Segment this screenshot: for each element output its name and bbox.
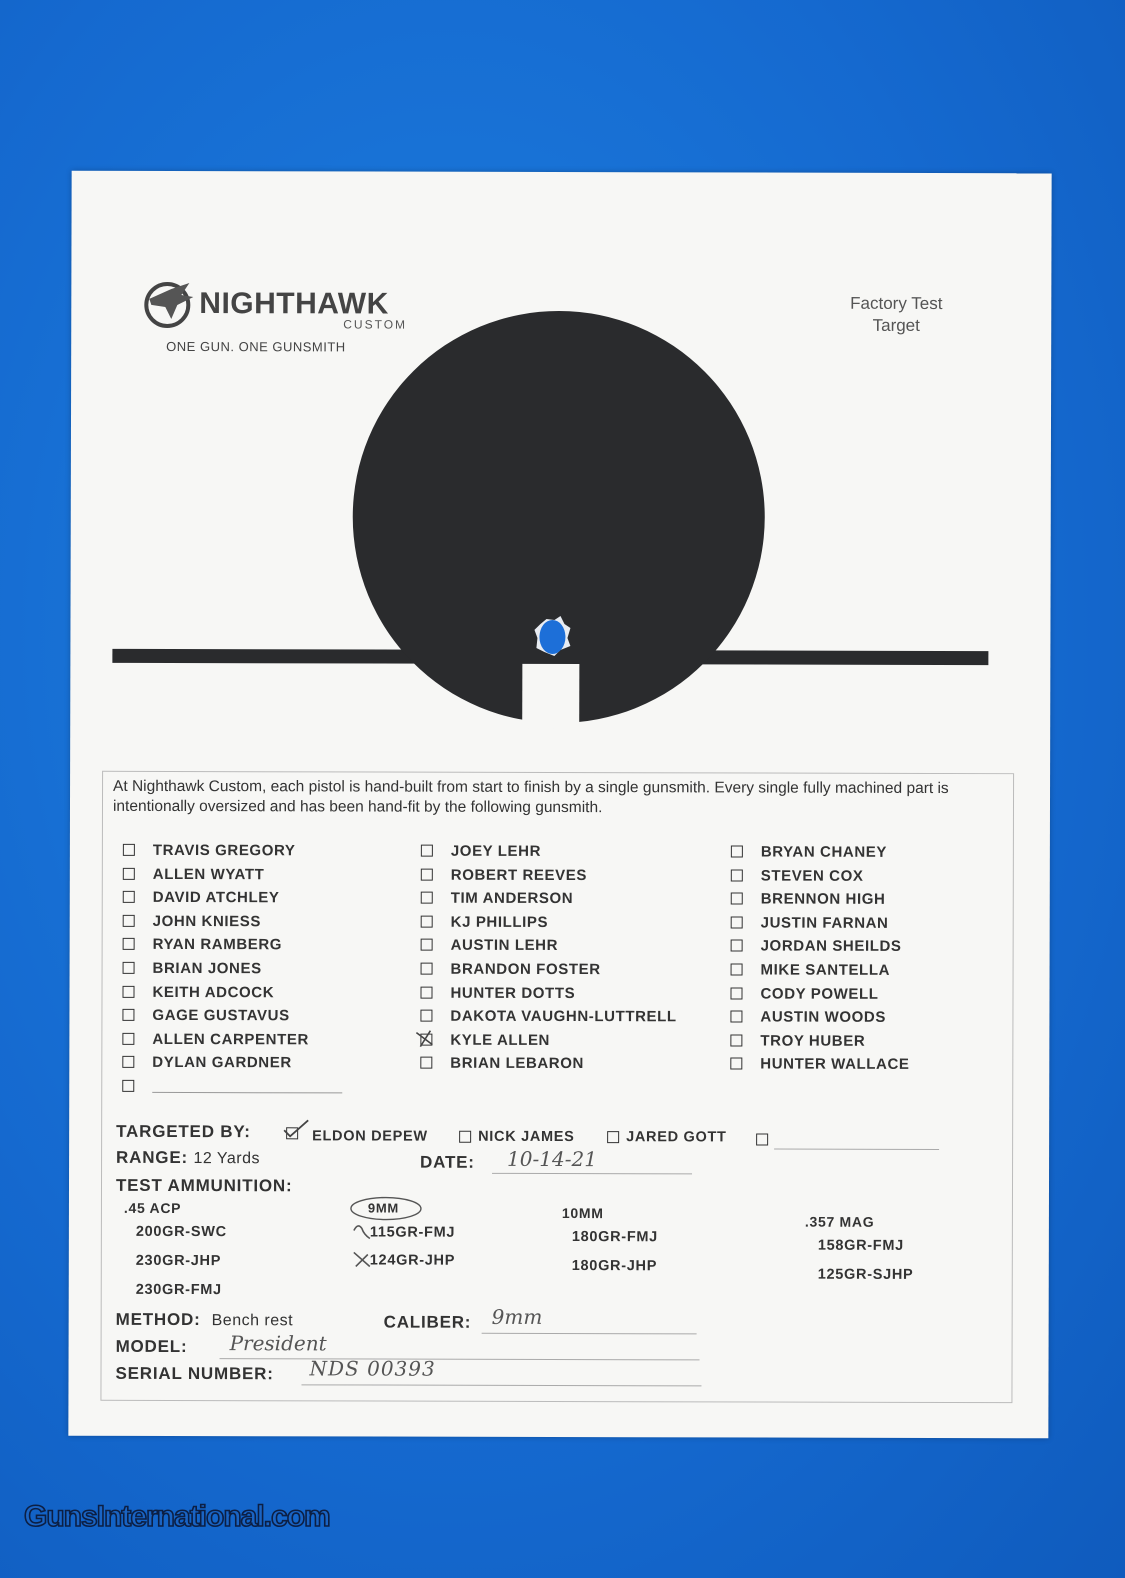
checkbox[interactable] [421,915,433,927]
gunsmith-info-box [100,771,1014,1403]
checkbox[interactable] [420,986,432,998]
gunsmith-row: JUSTIN FARNAN [731,914,910,938]
gunsmith-row: AUSTIN LEHR [421,937,677,961]
gunsmith-row: ROBERT REEVES [421,866,677,890]
targeted-by-label: TARGETED BY: [116,1121,251,1142]
gunsmith-row: BRIAN JONES [123,960,343,984]
gunsmith-row: KEITH ADCOCK [122,983,342,1007]
date-line [492,1173,692,1175]
serial-number-label: SERIAL NUMBER: [115,1363,274,1384]
factory-test-target-title: Factory Test Target [850,293,943,335]
gunsmith-column-2 [420,843,677,1080]
checkbox[interactable] [730,1058,742,1070]
ammo-load: 158GR-FMJ [817,1237,904,1254]
ammo-caliber: .45 ACP [123,1199,182,1217]
checkbox[interactable] [123,962,135,974]
check-mark-icon [282,1118,310,1140]
targeted-by-option: ELDON DEPEW [312,1128,428,1145]
blank-name-line [152,1092,342,1093]
range-value: 12 Yards [193,1150,261,1168]
gunsmith-row: JORDAN SHEILDS [731,938,910,962]
targeted-by-blank-line [774,1149,939,1150]
checkbox[interactable] [730,1034,742,1046]
target-circle [352,310,765,723]
gunsmith-row: TIM ANDERSON [421,890,677,914]
gunsmith-row: DAVID ATCHLEY [123,889,343,913]
model-value: President [229,1331,327,1356]
checkbox[interactable] [122,1033,134,1045]
gunsmith-row: TRAVIS GREGORY [123,842,343,866]
gunsmith-row: MIKE SANTELLA [731,961,910,985]
gunsmith-row: JOHN KNIESS [123,913,343,937]
check-mark-icon [350,1220,372,1242]
gunsmith-row: BRIAN LEBARON [420,1055,676,1079]
serial-number-value: NDS 00393 [309,1356,436,1381]
gunsmith-row: TROY HUBER [730,1032,909,1056]
ammo-load: 124GR-JHP [369,1252,456,1269]
range-label: RANGE: 12 Yards [116,1147,261,1168]
checkbox[interactable] [122,1080,134,1092]
gunsmith-row: AUSTIN WOODS [730,1009,909,1033]
ammo-caliber: .357 MAG [804,1213,875,1230]
checkbox-checked[interactable] [420,1033,432,1045]
serial-number-line [301,1384,701,1386]
method-label: METHOD: Bench rest [115,1309,294,1330]
ammo-caliber: 10MM [561,1205,604,1222]
checkbox[interactable] [421,868,433,880]
gunsmith-row: RYAN RAMBERG [123,936,343,960]
check-mark-icon [414,1028,436,1048]
gunsmith-row: BRYAN CHANEY [731,843,910,867]
checkbox[interactable] [421,939,433,951]
ammo-load: 180GR-FMJ [571,1229,658,1246]
checkbox[interactable] [122,985,134,997]
caliber-line [482,1333,697,1335]
checkbox[interactable] [731,916,743,928]
gunsmith-row: STEVEN COX [731,867,910,891]
targeted-by-option: JARED GOTT [626,1129,727,1146]
brand-tagline: ONE GUN. ONE GUNSMITH [166,338,346,355]
model-label: MODEL: [115,1336,188,1357]
date-label: DATE: [420,1152,475,1172]
date-value: 10-14-21 [507,1146,597,1172]
checkbox[interactable] [731,845,743,857]
gunsmith-row-blank [122,1078,342,1102]
checkbox[interactable] [123,915,135,927]
gunsmith-row: KJ PHILLIPS [421,913,677,937]
target-silhouette [70,171,1052,774]
ammo-load: 230GR-FMJ [135,1281,222,1299]
checkbox[interactable] [421,963,433,975]
method-value: Bench rest [211,1312,294,1330]
gunsmith-row: JOEY LEHR [421,843,677,867]
checkbox[interactable] [420,1010,432,1022]
site-watermark: GunsInternational.com [24,1500,330,1533]
intro-text: At Nighthawk Custom, each pistol is hand-built from start to finish by a single gunsmith. Every single fully machined part is intentionally oversized and has been hand-fit by the following gunsmith. [112,777,949,817]
gunsmith-row: ALLEN CARPENTER [122,1031,342,1055]
targeted-by-checkbox[interactable] [607,1131,619,1143]
ammo-load: 180GR-JHP [571,1258,658,1275]
ammo-caliber-circled: 9MM [367,1200,399,1216]
targeted-by-checkbox[interactable] [756,1134,768,1146]
gunsmith-row: HUNTER WALLACE [730,1056,909,1080]
gunsmith-row: DYLAN GARDNER [122,1054,342,1078]
test-ammunition-label: TEST AMMUNITION: [115,1175,293,1196]
caliber-label: CALIBER: [383,1312,472,1332]
targeted-by-checkbox[interactable] [459,1131,471,1143]
model-line [220,1358,700,1360]
checkbox[interactable] [420,1057,432,1069]
checkbox[interactable] [421,892,433,904]
gunsmith-row: GAGE GUSTAVUS [122,1007,342,1031]
checkbox[interactable] [731,869,743,881]
gunsmith-row: CODY POWELL [730,985,909,1009]
target-notch [522,664,579,729]
checkbox[interactable] [730,1011,742,1023]
checkbox[interactable] [123,891,135,903]
checkbox[interactable] [122,1056,134,1068]
gunsmith-row: ALLEN WYATT [123,865,343,889]
checkbox[interactable] [731,940,743,952]
ammo-load: 230GR-JHP [135,1252,222,1270]
test-target-paper [68,171,1051,1439]
checkbox[interactable] [122,1009,134,1021]
checkbox[interactable] [731,963,743,975]
checkbox[interactable] [421,845,433,857]
gunsmith-row: BRENNON HIGH [731,891,910,915]
targeted-by-option: NICK JAMES [478,1128,575,1146]
ammo-load: 125GR-SJHP [817,1266,914,1283]
checkbox[interactable] [730,987,742,999]
gunsmith-row: BRANDON FOSTER [421,961,677,985]
checkbox[interactable] [123,867,135,879]
ammo-load: 115GR-FMJ [369,1224,456,1241]
gunsmith-row: HUNTER DOTTS [420,984,676,1008]
gunsmith-column-1 [122,842,343,1102]
gunsmith-row: DAKOTA VAUGHN-LUTTRELL [420,1008,676,1032]
brand-name: NIGHTHAWK [199,287,389,321]
checkbox[interactable] [123,938,135,950]
gunsmith-row-checked: KYLE ALLEN [420,1031,676,1055]
checkbox[interactable] [123,844,135,856]
caliber-value: 9mm [491,1304,543,1329]
checkbox[interactable] [731,893,743,905]
ammo-load: 200GR-SWC [135,1223,227,1241]
brand-sub: CUSTOM [343,317,408,332]
gunsmith-column-3 [730,843,910,1079]
